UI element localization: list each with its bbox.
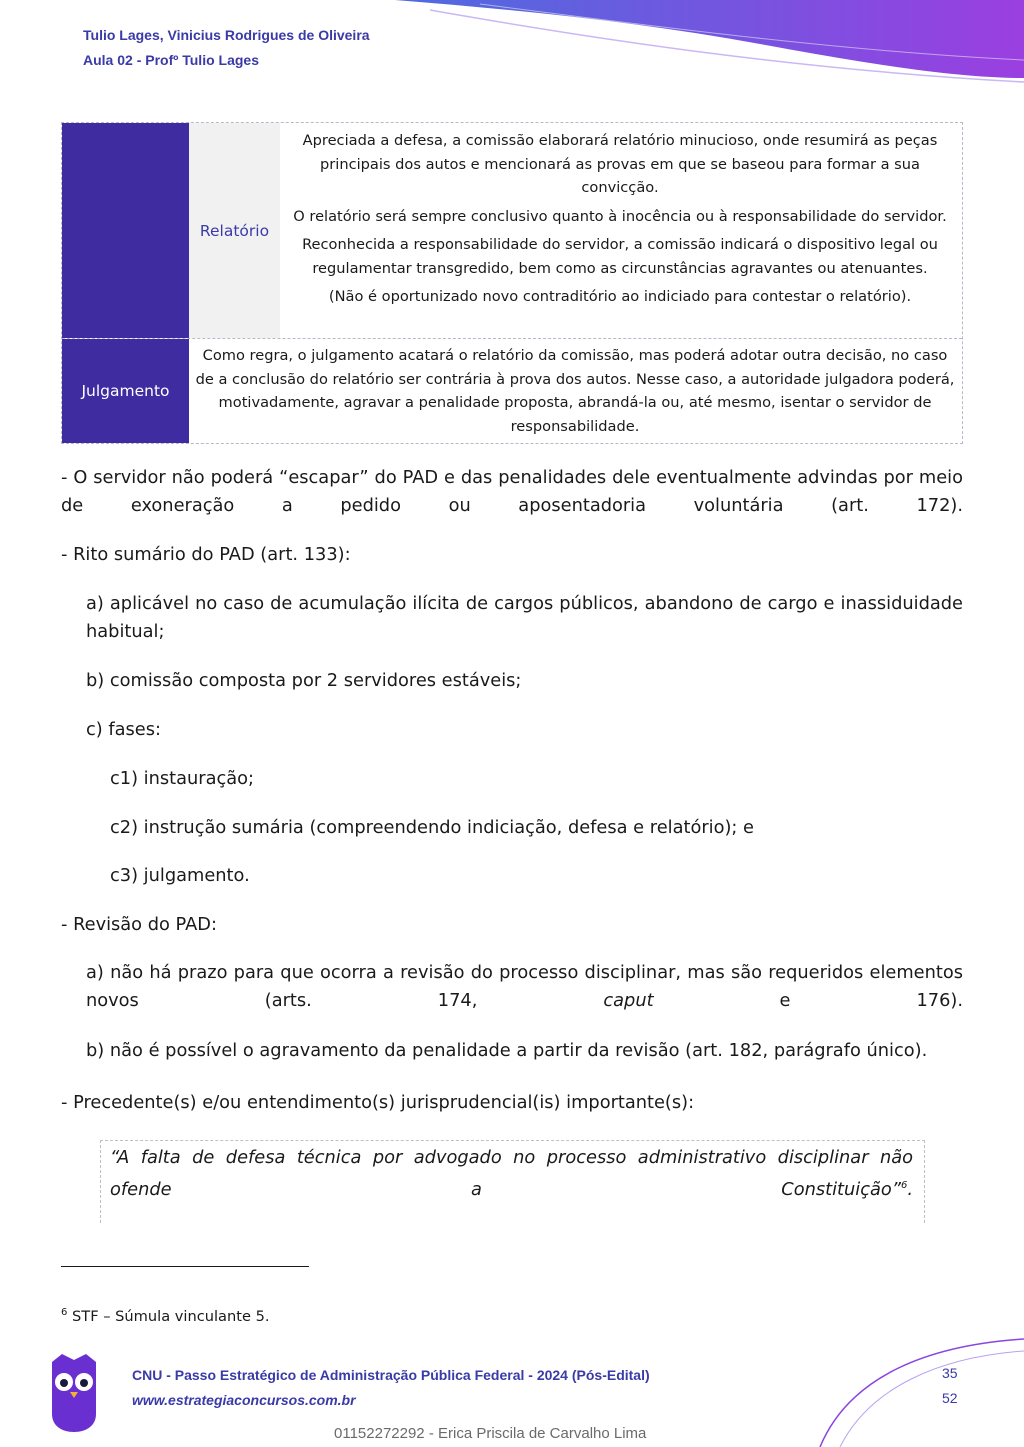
julgamento-description: Como regra, o julgamento acatará o relatório da comissão, mas poderá adotar outra decisão, no caso de a conclusão do relatório ser contrária à prova dos autos. Nesse caso, a autoridade julgadora poderá, motivadamente, agravar a penalidade proposta, abrandá-la ou, até mesmo, isentar o servidor de responsabilidade.	[195, 347, 955, 435]
list-item-fase-c1: c1) instauração;	[110, 768, 255, 789]
paragraph-rito-sumario: - Rito sumário do PAD (art. 133):	[61, 544, 351, 565]
footer-course-title: CNU - Passo Estratégico de Administração Pública Federal - 2024 (Pós-Edital)	[132, 1367, 650, 1383]
list-item-rito-c: c) fases:	[86, 719, 161, 740]
list-item-fase-c2: c2) instrução sumária (compreendendo indiciação, defesa e relatório); e	[110, 817, 754, 838]
list-item-rito-a: a) aplicável no caso de acumulação ilícita de cargos públicos, abandono de cargo e inassiduidade habitual;	[86, 593, 963, 642]
page-total: 52	[942, 1390, 958, 1406]
list-item-rito-b: b) comissão composta por 2 servidores estáveis;	[86, 670, 522, 691]
revisao-a-caput: caput	[603, 990, 654, 1011]
footnote	[61, 1302, 270, 1328]
summary-table	[61, 122, 963, 444]
quote-text	[110, 1144, 913, 1204]
list-item-revisao-b: b) não é possível o agravamento da penalidade a partir da revisão (art. 182, parágrafo único).	[86, 1040, 928, 1061]
watermark: 01152272292 - Erica Priscila de Carvalho Lima	[334, 1425, 647, 1442]
relatorio-paragraph: Apreciada a defesa, a comissão elaborará relatório minucioso, onde resumirá as peças principais dos autos e mencionará as provas em que se baseou para formar a sua convicção.	[302, 132, 938, 196]
table-row-relatorio	[62, 123, 962, 339]
header-lesson: Aula 02 - Profº Tulio Lages	[83, 52, 259, 68]
relatorio-label: Relatório	[189, 123, 280, 338]
relatorio-description	[284, 129, 956, 314]
relatorio-paragraph: Reconhecida a responsabilidade do servidor, a comissão indicará o dispositivo legal ou regulamentar transgredido, bem como as circunstâncias agravantes ou atenuantes.	[302, 236, 938, 277]
julgamento-label: Julgamento	[62, 339, 189, 443]
relatorio-paragraph: (Não é oportunizado novo contraditório ao indiciado para contestar o relatório).	[328, 288, 912, 305]
footnote-text: STF – Súmula vinculante 5.	[72, 1307, 270, 1325]
paragraph-precedentes: - Precedente(s) e/ou entendimento(s) jurisprudencial(is) importante(s):	[61, 1092, 695, 1113]
owl-logo-icon	[48, 1352, 100, 1432]
quote-end: .	[907, 1178, 913, 1200]
footer-site-link[interactable]: www.estrategiaconcursos.com.br	[132, 1392, 356, 1408]
header-authors: Tulio Lages, Vinicius Rodrigues de Oliveira	[83, 27, 370, 43]
table-row-julgamento	[62, 339, 962, 443]
footnote-ref[interactable]: 6	[900, 1180, 908, 1191]
relatorio-paragraph: O relatório será sempre conclusivo quanto à inocência ou à responsabilidade do servidor.	[293, 207, 947, 225]
footnote-number: 6	[61, 1307, 68, 1318]
list-item-fase-c3: c3) julgamento.	[110, 865, 250, 886]
list-item-revisao-a	[86, 959, 963, 1015]
revisao-a-text-end: e 176).	[653, 990, 963, 1011]
table-row-marker	[62, 123, 189, 338]
paragraph-revisao: - Revisão do PAD:	[61, 914, 217, 935]
header-swoosh-decoration	[0, 0, 1024, 100]
page-number: 35	[942, 1365, 958, 1381]
footnote-divider	[61, 1266, 309, 1267]
footer-swoosh-decoration	[780, 1335, 1024, 1447]
revisao-a-text: a) não há prazo para que ocorra a revisão do processo disciplinar, mas são requeridos elementos novos (arts. 174,	[86, 962, 963, 1011]
paragraph-exoneracao: - O servidor não poderá “escapar” do PAD e das penalidades dele eventualmente advindas por meio de exoneração a pedido ou aposentadoria voluntária (art. 172).	[61, 467, 963, 516]
quote-body: “A falta de defesa técnica por advogado no processo administrativo disciplinar não ofende a Constituição”	[110, 1147, 913, 1200]
